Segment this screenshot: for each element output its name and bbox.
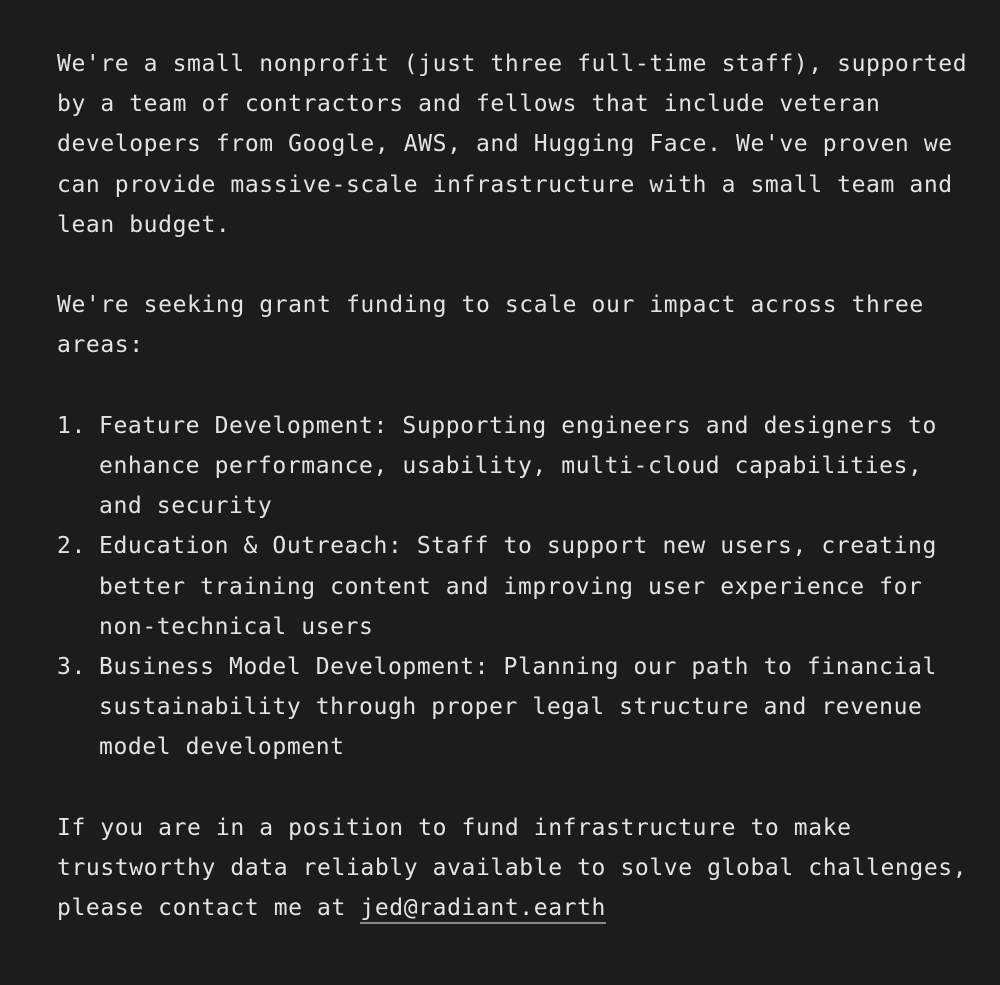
list-item-number: 3. — [57, 654, 86, 681]
list-item — [57, 647, 977, 768]
list-item-text: Education & Outreach: Staff to support new users, creating better training content and improving user experience for non-technical users — [99, 533, 937, 640]
list-item-number: 1. — [57, 412, 86, 439]
intro-paragraph: We're a small nonprofit (just three full-time staff), supported by a team of contractors and fellows that include veteran developers from Google, AWS, and Hugging Face. We've proven we can provide massive-scale infrastructure with a small team and lean budget. — [57, 51, 968, 238]
contact-email-link[interactable]: jed@radiant.earth — [360, 895, 606, 924]
document-body — [57, 44, 977, 928]
list-item-number: 2. — [57, 533, 86, 560]
list-item — [57, 406, 977, 527]
list-item-text: Feature Development: Supporting engineers and designers to enhance performance, usability, multi-cloud capabilities, and security — [99, 412, 937, 520]
closing-paragraph — [57, 808, 977, 929]
list-item-text: Business Model Development: Planning our path to financial sustainability through proper legal structure and revenue model development — [99, 654, 937, 761]
funding-areas-list — [57, 406, 977, 768]
list-item — [57, 526, 977, 647]
closing-text: If you are in a position to fund infrastructure to make trustworthy data reliably available to solve global challenges, please contact me at — [57, 814, 968, 922]
funding-lead-paragraph: We're seeking grant funding to scale our impact across three areas: — [57, 292, 924, 359]
